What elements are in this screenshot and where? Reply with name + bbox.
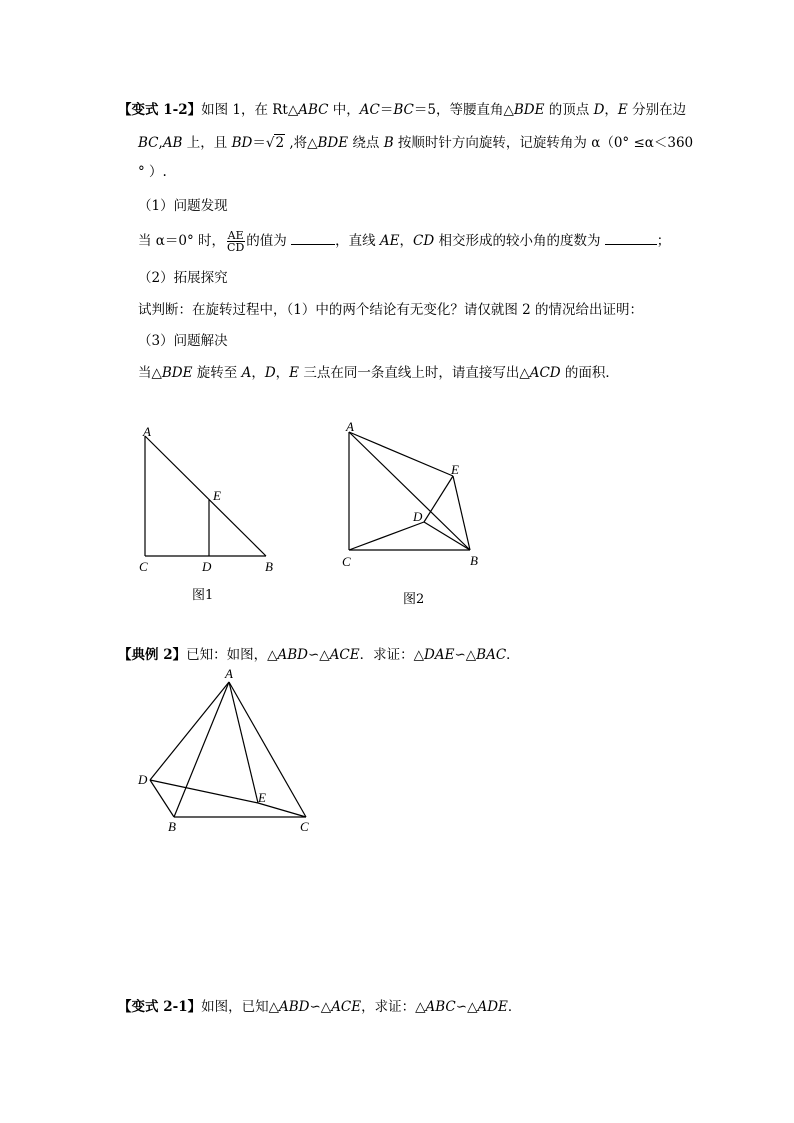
text: ACE	[331, 999, 362, 1015]
fraction-numerator: AE	[227, 229, 244, 242]
fig2-side-ab	[349, 432, 470, 550]
text: ACD	[529, 365, 561, 381]
text: 的面积．	[560, 365, 619, 381]
fig3-label-c: C	[300, 819, 309, 834]
text: 旋转至	[192, 365, 242, 381]
example-2-statement	[118, 645, 520, 665]
text: ．	[506, 647, 520, 663]
text: ，求证：△	[361, 999, 426, 1015]
figure-2-caption: 图2	[403, 592, 425, 607]
fig3-side-ab	[174, 682, 229, 817]
fig3-segment-ae	[229, 682, 258, 803]
text: 三点在同一条直线上时，请直接写出△	[299, 365, 530, 381]
fig2-label-e: E	[451, 462, 459, 477]
text: ∽△	[309, 999, 332, 1015]
text: ACE	[329, 647, 360, 663]
text: 的值为	[246, 233, 292, 249]
text: 的顶点	[544, 102, 594, 118]
text: 如图，已知△	[201, 999, 279, 1015]
text: 已知：如图，△	[186, 647, 278, 663]
problem-2-1-statement	[118, 997, 521, 1017]
fig3-side-ac	[229, 682, 306, 817]
fig1-side-ab	[145, 436, 266, 556]
text: ＝	[252, 135, 266, 151]
text: 分别在边	[627, 102, 687, 118]
text: 相交形成的较小角的度数为	[434, 233, 605, 249]
text: ∽△	[454, 647, 477, 663]
fig3-side-ad	[150, 682, 229, 780]
fig2-segment-db	[424, 522, 470, 550]
fig1-label-b: B	[265, 559, 273, 574]
text: （3）问题解决	[138, 333, 228, 349]
text: ∽△	[307, 647, 330, 663]
problem-tag: 【典例 2】	[118, 647, 187, 663]
text: （2）拓展探究	[138, 270, 228, 286]
figure-1-caption: 图1	[192, 588, 214, 603]
text: BC	[138, 135, 159, 151]
fraction-denominator: CD	[227, 241, 245, 254]
fig2-label-d: D	[413, 509, 423, 524]
text: ，	[604, 102, 618, 118]
text: ，	[275, 365, 290, 381]
fig1-label-a: A	[143, 424, 151, 439]
text: ，	[251, 365, 265, 381]
text: ，	[399, 233, 413, 249]
text: BDE	[513, 102, 545, 118]
text: E	[289, 365, 300, 381]
text: ；	[656, 233, 671, 249]
fig2-segment-cd	[349, 522, 424, 550]
fig3-label-d: D	[138, 772, 148, 787]
text: AB	[162, 135, 183, 151]
text: 当△	[138, 365, 162, 381]
text: 当 α＝0° 时，	[138, 233, 226, 249]
text: ．	[507, 999, 522, 1015]
text: DAE	[424, 647, 455, 663]
text: ABD	[277, 647, 308, 663]
fig2-label-c: C	[342, 554, 351, 569]
text: ＝5，等腰直角△	[413, 102, 514, 118]
text: BDE	[317, 135, 349, 151]
text: ,将△	[285, 135, 318, 151]
fig3-label-a: A	[225, 666, 233, 681]
text: BD	[231, 135, 253, 151]
text: E	[617, 102, 628, 118]
fig3-segment-de	[150, 780, 258, 803]
text: 上，且	[182, 135, 232, 151]
fig2-segment-ae	[349, 432, 453, 476]
text: BC	[393, 102, 414, 118]
fig2-label-a: A	[346, 419, 354, 434]
text: 按顺时针方向旋转，记旋转角为 α（0° ≤α＜360	[393, 135, 694, 151]
text: ,	[158, 135, 163, 151]
problem-tag: 【变式 2-1】	[118, 999, 202, 1015]
text: D	[593, 102, 605, 118]
fig1-label-c: C	[139, 559, 148, 574]
text: （1）问题发现	[138, 198, 228, 214]
text: AE	[379, 233, 400, 249]
fig3-label-b: B	[168, 819, 176, 834]
text: 绕点	[348, 135, 384, 151]
text: BDE	[161, 365, 193, 381]
text: 中，	[328, 102, 360, 118]
fig3-label-e: E	[258, 790, 266, 805]
text: ABC	[425, 999, 456, 1015]
text: ＝	[379, 102, 394, 118]
radicand: 2	[275, 135, 285, 151]
text: ABD	[278, 999, 310, 1015]
fig2-segment-ed	[424, 476, 453, 522]
text: ∽△	[455, 999, 478, 1015]
fig3-side-db	[150, 780, 174, 817]
text: D	[264, 365, 276, 381]
text: BAC	[476, 647, 507, 663]
text: ．求证：△	[359, 647, 425, 663]
text: ° ）.	[138, 164, 167, 180]
fig1-label-e: E	[213, 488, 221, 503]
text: 如图 1，在 Rt△	[201, 102, 299, 118]
text: A	[241, 365, 252, 381]
text: B	[383, 135, 394, 151]
text: ，直线	[335, 233, 380, 249]
text: AC	[359, 102, 380, 118]
text: CD	[413, 233, 435, 249]
fig2-label-b: B	[470, 553, 478, 568]
fig2-segment-eb	[453, 476, 470, 550]
text: ABC	[298, 102, 329, 118]
fig1-label-d: D	[202, 559, 212, 574]
text: 试判断：在旋转过程中，（1）中的两个结论有无变化？请仅就图 2 的情况给出证明：	[138, 302, 644, 318]
sqrt-sign: √	[265, 135, 275, 151]
text: ADE	[477, 999, 508, 1015]
problem-tag: 【变式 1-2】	[118, 102, 202, 118]
